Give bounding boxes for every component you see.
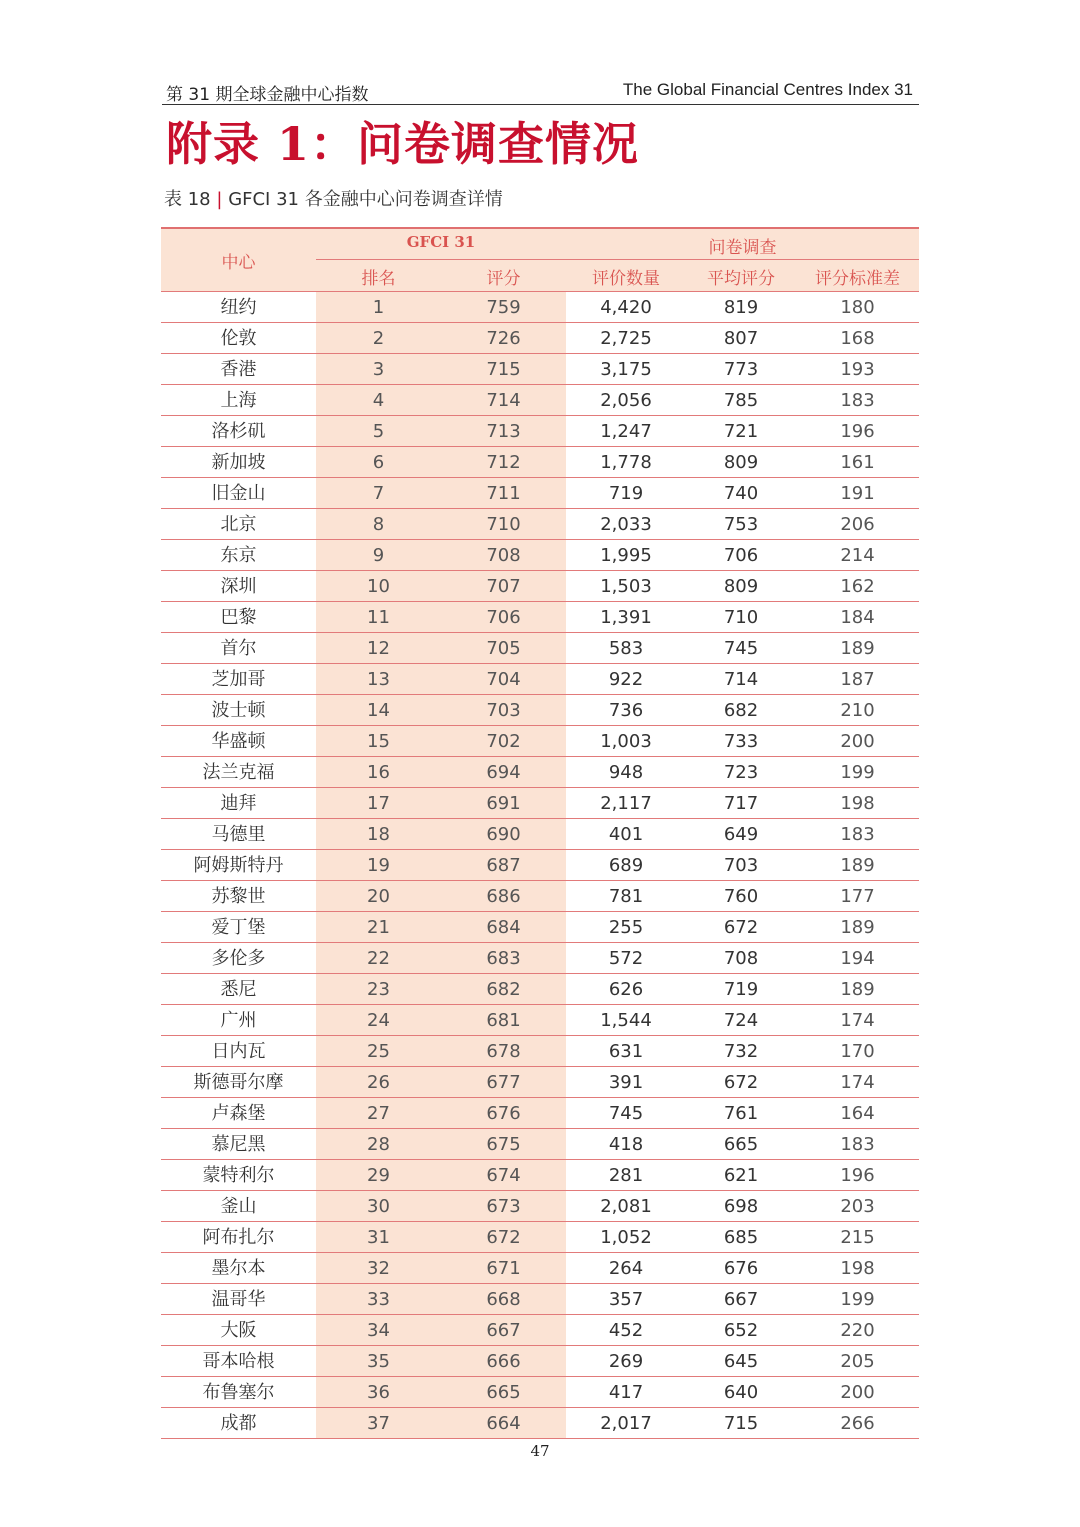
cell-gfci-score: 707 [486,576,521,597]
table-row [161,974,919,1005]
cell-avg-rating: 745 [723,638,759,659]
cell-center-name: 上海 [220,390,257,411]
table-body [161,292,919,1439]
running-header-left: 第 31 期全球金融中心指数 [166,85,369,105]
cell-rating-count: 1,003 [600,731,652,752]
cell-gfci-score: 708 [486,545,521,566]
cell-avg-rating: 809 [723,452,759,473]
table-row [161,1067,919,1098]
cell-center-name: 苏黎世 [211,886,266,907]
cell-rating-std: 193 [840,359,875,380]
cell-rank: 6 [372,452,385,473]
cell-rating-std: 183 [840,824,875,845]
cell-rating-count: 922 [608,669,644,690]
cell-rating-std: 266 [840,1413,875,1434]
cell-gfci-score: 690 [486,824,521,845]
cell-gfci-score: 710 [486,514,521,535]
cell-rating-std: 189 [840,979,875,1000]
cell-rating-std: 196 [840,1165,875,1186]
cell-rank: 7 [372,483,385,504]
table-row [161,1098,919,1129]
cell-rating-count: 572 [608,948,644,969]
cell-gfci-score: 672 [486,1227,521,1248]
cell-avg-rating: 672 [723,917,759,938]
cell-gfci-score: 759 [486,297,521,318]
header-center: 中心 [221,253,256,273]
cell-center-name: 蒙特利尔 [202,1165,275,1186]
cell-rank: 1 [372,297,385,318]
cell-rating-std: 220 [840,1320,875,1341]
cell-rank: 32 [367,1258,390,1279]
cell-rating-count: 1,052 [600,1227,652,1248]
cell-rating-count: 4,420 [600,297,652,318]
cell-avg-rating: 706 [723,545,759,566]
cell-rating-std: 198 [840,793,875,814]
cell-avg-rating: 649 [723,824,759,845]
cell-center-name: 多伦多 [211,948,266,969]
cell-rating-std: 189 [840,855,875,876]
cell-gfci-score: 664 [486,1413,521,1434]
cell-center-name: 深圳 [220,576,257,597]
cell-rank: 11 [367,607,390,628]
cell-rating-count: 719 [608,483,644,504]
cell-rating-count: 255 [608,917,644,938]
cell-rating-std: 199 [840,762,875,783]
cell-avg-rating: 760 [723,886,759,907]
cell-rank: 10 [367,576,390,597]
table-row [161,1191,919,1222]
cell-center-name: 伦敦 [220,328,257,349]
cell-rating-count: 1,778 [600,452,652,473]
table-row [161,1036,919,1067]
cell-gfci-score: 667 [486,1320,521,1341]
cell-rating-std: 187 [840,669,875,690]
cell-gfci-score: 711 [486,483,521,504]
cell-rating-count: 2,033 [600,514,652,535]
cell-gfci-score: 674 [486,1165,521,1186]
cell-avg-rating: 719 [723,979,759,1000]
cell-rank: 13 [367,669,390,690]
cell-gfci-score: 686 [486,886,521,907]
cell-center-name: 波士顿 [211,700,266,721]
cell-rank: 16 [367,762,390,783]
cell-center-name: 北京 [220,514,257,535]
table-row [161,1253,919,1284]
cell-center-name: 日内瓦 [211,1041,266,1062]
cell-gfci-score: 712 [486,452,521,473]
cell-rank: 34 [367,1320,390,1341]
cell-rank: 19 [367,855,390,876]
cell-rating-count: 1,391 [600,607,652,628]
cell-avg-rating: 703 [723,855,759,876]
cell-avg-rating: 652 [723,1320,759,1341]
header-group-rule [316,259,919,260]
cell-gfci-score: 726 [486,328,521,349]
cell-avg-rating: 667 [723,1289,759,1310]
table-row [161,540,919,571]
cell-avg-rating: 785 [723,390,759,411]
table-row [161,292,919,323]
table-row [161,602,919,633]
cell-gfci-score: 713 [486,421,521,442]
survey-table [161,227,919,1439]
cell-rating-std: 168 [840,328,875,349]
table-caption-text: GFCI 31 各金融中心问卷调查详情 [228,189,503,210]
page-number: 47 [530,1442,550,1460]
cell-avg-rating: 698 [723,1196,759,1217]
cell-rating-count: 401 [608,824,644,845]
table-row [161,943,919,974]
cell-center-name: 洛杉矶 [211,421,266,442]
cell-center-name: 旧金山 [211,483,266,504]
cell-gfci-score: 682 [486,979,521,1000]
table-row [161,1408,919,1439]
cell-rating-count: 2,081 [600,1196,652,1217]
cell-rank: 36 [367,1382,390,1403]
table-row [161,1222,919,1253]
cell-rating-std: 200 [840,1382,875,1403]
cell-center-name: 釜山 [220,1196,257,1217]
cell-center-name: 墨尔本 [211,1258,266,1279]
cell-rank: 33 [367,1289,390,1310]
table-row [161,695,919,726]
cell-rating-count: 626 [608,979,644,1000]
cell-rating-std: 205 [840,1351,875,1372]
header-rank: 排名 [361,269,396,289]
cell-avg-rating: 682 [723,700,759,721]
table-caption-label: 表 18 [164,189,211,210]
header-score: 评分 [486,269,521,289]
cell-center-name: 华盛顿 [211,731,266,752]
table-row [161,788,919,819]
cell-rating-count: 417 [608,1382,644,1403]
cell-rating-std: 164 [840,1103,875,1124]
cell-center-name: 迪拜 [220,793,257,814]
cell-rank: 30 [367,1196,390,1217]
table-row [161,633,919,664]
cell-rank: 24 [367,1010,390,1031]
table-row [161,478,919,509]
cell-avg-rating: 773 [723,359,759,380]
cell-rating-std: 191 [840,483,875,504]
cell-rating-count: 3,175 [600,359,652,380]
cell-rank: 35 [367,1351,390,1372]
cell-rating-count: 689 [608,855,644,876]
cell-avg-rating: 717 [723,793,759,814]
table-row [161,385,919,416]
cell-avg-rating: 819 [723,297,759,318]
cell-center-name: 悉尼 [220,979,257,1000]
header-avg: 平均评分 [707,269,775,289]
table-row [161,1346,919,1377]
cell-gfci-score: 687 [486,855,521,876]
cell-rating-count: 452 [608,1320,644,1341]
cell-gfci-score: 668 [486,1289,521,1310]
cell-rank: 15 [367,731,390,752]
cell-rank: 29 [367,1165,390,1186]
cell-gfci-score: 677 [486,1072,521,1093]
cell-rating-count: 631 [608,1041,644,1062]
cell-rating-std: 215 [840,1227,875,1248]
table-row [161,664,919,695]
table-row [161,354,919,385]
cell-rank: 23 [367,979,390,1000]
cell-rating-std: 162 [840,576,875,597]
cell-center-name: 成都 [220,1413,257,1434]
table-row [161,1129,919,1160]
cell-gfci-score: 666 [486,1351,521,1372]
cell-rating-std: 194 [840,948,875,969]
cell-rank: 4 [372,390,385,411]
cell-rating-count: 2,017 [600,1413,652,1434]
cell-rank: 18 [367,824,390,845]
cell-rating-std: 174 [840,1072,875,1093]
cell-center-name: 哥本哈根 [202,1351,275,1372]
cell-gfci-score: 704 [486,669,521,690]
cell-rating-std: 206 [840,514,875,535]
table-row [161,571,919,602]
cell-rating-count: 1,995 [600,545,652,566]
cell-rank: 14 [367,700,390,721]
header-group-gfci: GFCI 31 [406,233,476,251]
table-row [161,1377,919,1408]
cell-rating-std: 189 [840,638,875,659]
cell-rating-count: 391 [608,1072,644,1093]
cell-rating-count: 745 [608,1103,644,1124]
cell-rating-std: 210 [840,700,875,721]
cell-gfci-score: 673 [486,1196,521,1217]
running-header [162,80,919,105]
cell-avg-rating: 761 [723,1103,759,1124]
cell-center-name: 广州 [220,1010,257,1031]
cell-rating-std: 189 [840,917,875,938]
table-header [161,229,919,292]
header-count: 评价数量 [592,269,660,289]
cell-center-name: 首尔 [220,638,257,659]
cell-rating-std: 161 [840,452,875,473]
page-title: 附录 1：问卷调查情况 [166,117,640,171]
cell-center-name: 纽约 [220,297,257,318]
cell-rating-std: 200 [840,731,875,752]
cell-rating-count: 357 [608,1289,644,1310]
cell-rating-count: 2,725 [600,328,652,349]
table-row [161,1160,919,1191]
cell-rating-count: 1,247 [600,421,652,442]
cell-rank: 37 [367,1413,390,1434]
cell-avg-rating: 715 [723,1413,759,1434]
cell-rating-std: 183 [840,390,875,411]
cell-rating-std: 203 [840,1196,875,1217]
header-std: 评分标准差 [815,269,900,289]
cell-rank: 12 [367,638,390,659]
table-row [161,912,919,943]
cell-center-name: 东京 [220,545,257,566]
cell-rating-count: 281 [608,1165,644,1186]
cell-rating-count: 736 [608,700,644,721]
cell-rank: 28 [367,1134,390,1155]
cell-rank: 3 [372,359,385,380]
cell-rank: 9 [372,545,385,566]
cell-rating-std: 184 [840,607,875,628]
cell-gfci-score: 665 [486,1382,521,1403]
cell-gfci-score: 681 [486,1010,521,1031]
cell-rating-std: 170 [840,1041,875,1062]
cell-gfci-score: 705 [486,638,521,659]
table-row [161,1315,919,1346]
cell-rating-count: 2,117 [600,793,652,814]
cell-gfci-score: 703 [486,700,521,721]
cell-avg-rating: 708 [723,948,759,969]
cell-avg-rating: 710 [723,607,759,628]
cell-rating-std: 177 [840,886,875,907]
table-row [161,447,919,478]
cell-center-name: 芝加哥 [211,669,266,690]
cell-center-name: 爱丁堡 [211,917,266,938]
table-row [161,509,919,540]
cell-rating-count: 269 [608,1351,644,1372]
table-row [161,1284,919,1315]
cell-gfci-score: 714 [486,390,521,411]
cell-gfci-score: 684 [486,917,521,938]
cell-avg-rating: 685 [723,1227,759,1248]
cell-rank: 21 [367,917,390,938]
cell-center-name: 新加坡 [211,452,266,473]
cell-rank: 22 [367,948,390,969]
cell-center-name: 法兰克福 [202,762,275,783]
table-row [161,323,919,354]
cell-center-name: 温哥华 [211,1289,266,1310]
cell-rating-std: 199 [840,1289,875,1310]
cell-center-name: 慕尼黑 [211,1134,266,1155]
cell-rating-count: 418 [608,1134,644,1155]
cell-avg-rating: 676 [723,1258,759,1279]
cell-rating-std: 198 [840,1258,875,1279]
cell-gfci-score: 694 [486,762,521,783]
cell-rank: 31 [367,1227,390,1248]
cell-rating-std: 214 [840,545,875,566]
cell-gfci-score: 683 [486,948,521,969]
cell-avg-rating: 807 [723,328,759,349]
cell-center-name: 巴黎 [220,607,257,628]
cell-rating-std: 180 [840,297,875,318]
cell-rank: 20 [367,886,390,907]
cell-rating-count: 948 [608,762,644,783]
cell-avg-rating: 640 [723,1382,759,1403]
cell-rank: 27 [367,1103,390,1124]
cell-avg-rating: 809 [723,576,759,597]
cell-avg-rating: 733 [723,731,759,752]
table-row [161,1005,919,1036]
cell-avg-rating: 740 [723,483,759,504]
cell-rank: 26 [367,1072,390,1093]
cell-rating-std: 174 [840,1010,875,1031]
cell-avg-rating: 621 [723,1165,759,1186]
table-row [161,850,919,881]
cell-rank: 17 [367,793,390,814]
caption-separator: | [216,189,223,210]
cell-rank: 2 [372,328,385,349]
cell-rating-count: 1,503 [600,576,652,597]
cell-avg-rating: 753 [723,514,759,535]
cell-rating-count: 2,056 [600,390,652,411]
cell-rating-count: 583 [608,638,644,659]
table-row [161,881,919,912]
table-row [161,726,919,757]
cell-avg-rating: 723 [723,762,759,783]
cell-rating-count: 264 [608,1258,644,1279]
table-caption [164,185,503,211]
cell-rating-std: 183 [840,1134,875,1155]
cell-gfci-score: 702 [486,731,521,752]
cell-avg-rating: 721 [723,421,759,442]
cell-rating-count: 1,544 [600,1010,652,1031]
cell-center-name: 阿布扎尔 [202,1227,275,1248]
cell-gfci-score: 691 [486,793,521,814]
cell-avg-rating: 672 [723,1072,759,1093]
cell-rating-std: 196 [840,421,875,442]
cell-rank: 5 [372,421,385,442]
cell-gfci-score: 671 [486,1258,521,1279]
header-group-survey: 问卷调查 [708,238,777,258]
cell-center-name: 布鲁塞尔 [202,1382,275,1403]
cell-center-name: 香港 [220,359,257,380]
cell-avg-rating: 645 [723,1351,759,1372]
table-row [161,757,919,788]
table-row [161,819,919,850]
table-row [161,416,919,447]
cell-rating-count: 781 [608,886,644,907]
cell-avg-rating: 732 [723,1041,759,1062]
cell-rank: 8 [372,514,385,535]
cell-avg-rating: 724 [723,1010,759,1031]
cell-gfci-score: 715 [486,359,521,380]
cell-center-name: 阿姆斯特丹 [193,855,284,876]
cell-avg-rating: 714 [723,669,759,690]
running-header-right: The Global Financial Centres Index 31 [622,80,913,99]
cell-center-name: 大阪 [220,1320,257,1341]
cell-avg-rating: 665 [723,1134,759,1155]
cell-center-name: 斯德哥尔摩 [193,1072,284,1093]
cell-gfci-score: 706 [486,607,521,628]
cell-center-name: 马德里 [211,824,266,845]
cell-gfci-score: 678 [486,1041,521,1062]
cell-center-name: 卢森堡 [211,1103,266,1124]
cell-rank: 25 [367,1041,390,1062]
cell-gfci-score: 675 [486,1134,521,1155]
cell-gfci-score: 676 [486,1103,521,1124]
